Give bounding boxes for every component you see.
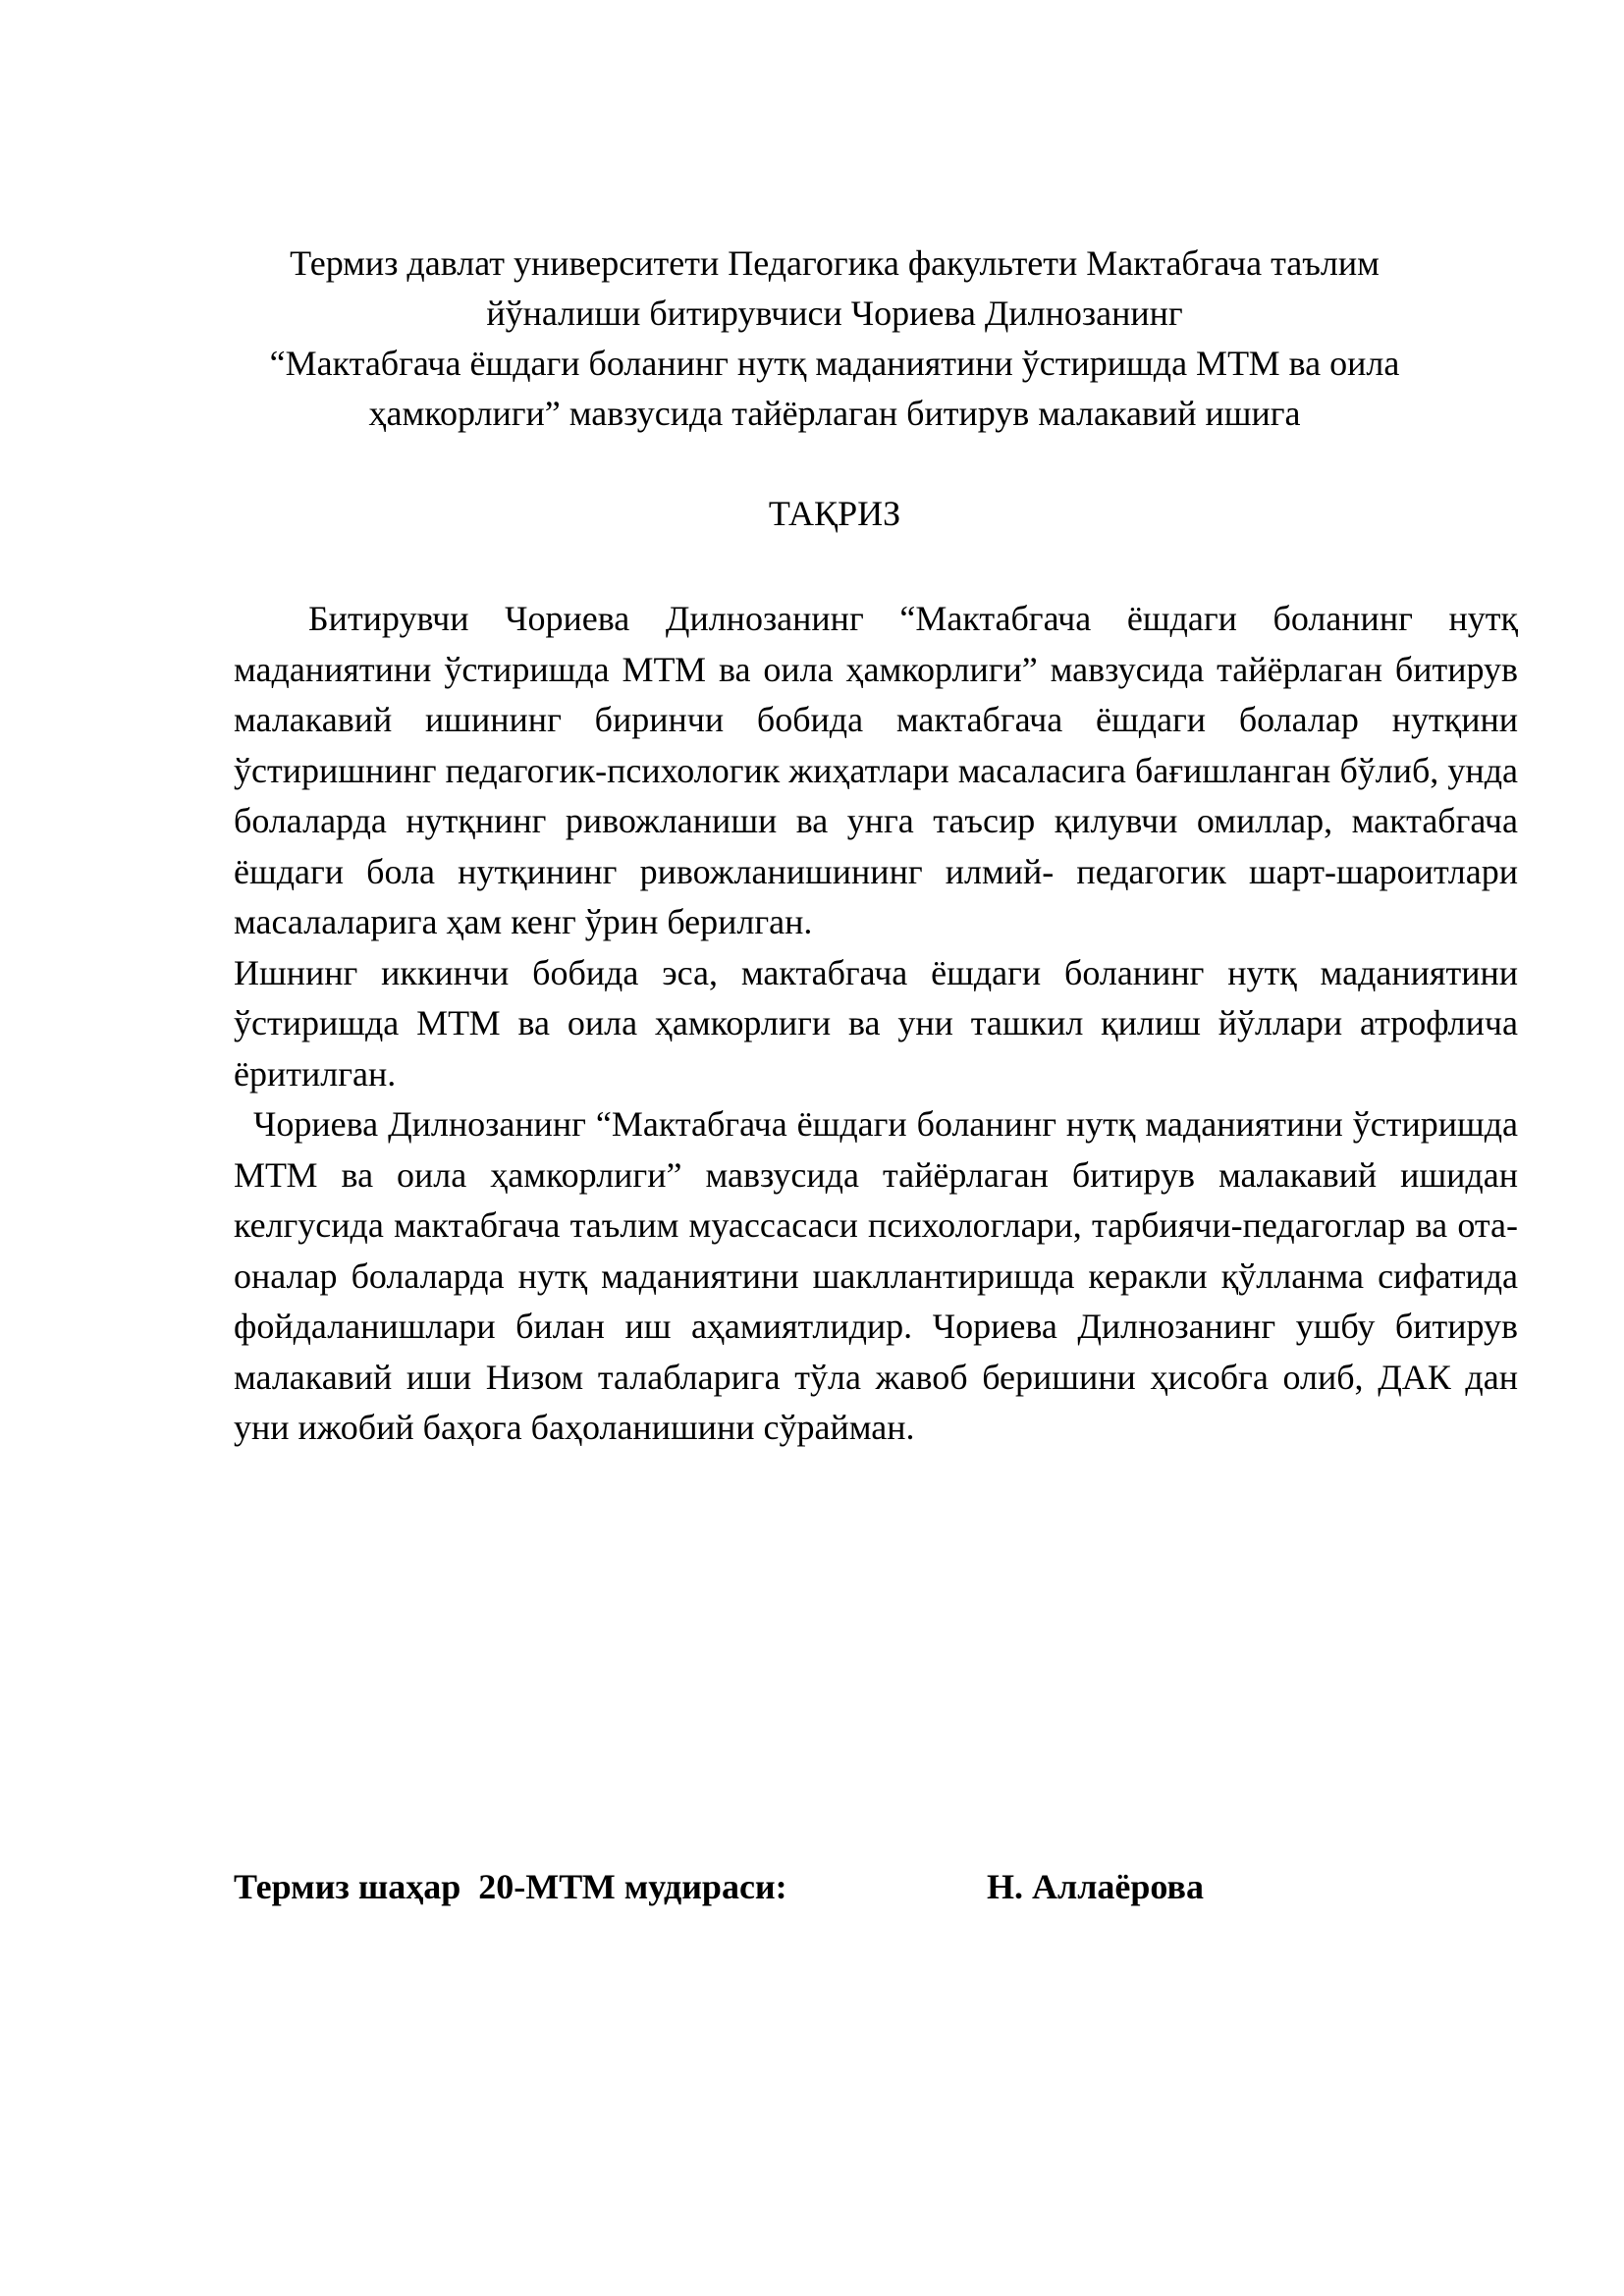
body-paragraph: Битирувчи Чориева Дилнозанинг “Мактабгача ёшдаги боланинг нутқ маданиятини ўстиришда МТМ ва оила ҳамкорлиги” мавзусида тайёрлаган битирув малакавий ишининг биринчи бобида мактабгача ёшдаги болалар нутқини ўстиришнинг педагогик-психологик жиҳатлари масаласига бағишланган бўлиб, унда болаларда нутқнинг ривожланиши ва унга таъсир қилувчи омиллар, мактабгача ёшдаги бола нутқининг ривожланишининг илмий- педагогик шарт-шароитлари масалаларига ҳам кенг ўрин берилган. xyxy=(234,599,1518,941)
header-line: йўналиши битирувчиси Чориева Дилнозанинг xyxy=(486,294,1183,333)
document-title: ТАҚРИЗ xyxy=(768,494,901,533)
signature-block xyxy=(234,1862,1314,1916)
header-line: Термиз давлат университети Педагогика факультети Мактабгача таълим xyxy=(290,243,1380,283)
signatory-position: Термиз шаҳар 20-МТМ мудираси: xyxy=(234,1867,787,1906)
body-paragraph: Чориева Дилнозанинг “Мактабгача ёшдаги боланинг нутқ маданиятини ўстиришда МТМ ва оила ҳамкорлиги” мавзусида тайёрлаган битирув малакавий ишидан келгусида мактабгача таълим муассасаси психологлари, тарбиячи-педагоглар ва ота-оналар болаларда нутқ маданиятини шакллантиришда керакли қўлланма сифатида фойдаланишлари билан иш аҳамиятлидир. Чориева Дилнозанинг ушбу битирув малакавий иши Низом талабларига тўла жавоб беришини ҳисобга олиб, ДАК дан уни ижобий баҳога баҳоланишини сўрайман. xyxy=(234,1104,1518,1447)
body-paragraph: Ишнинг иккинчи бобида эса, мактабгача ёшдаги боланинг нутқ маданиятини ўстиришда МТМ ва оила ҳамкорлиги ва уни ташкил қилиш йўллари атрофлича ёритилган. xyxy=(234,952,1518,1094)
header-line: ҳамкорлиги” мавзусида тайёрлаган битирув малакавий ишига xyxy=(368,394,1301,433)
review-body xyxy=(234,594,1518,1454)
header-line: “Мактабгача ёшдаги боланинг нутқ маданиятини ўстиришда МТМ ва оила xyxy=(269,344,1400,383)
document-header xyxy=(196,239,1473,439)
signatory-name: Н. Аллаёрова xyxy=(987,1867,1204,1906)
